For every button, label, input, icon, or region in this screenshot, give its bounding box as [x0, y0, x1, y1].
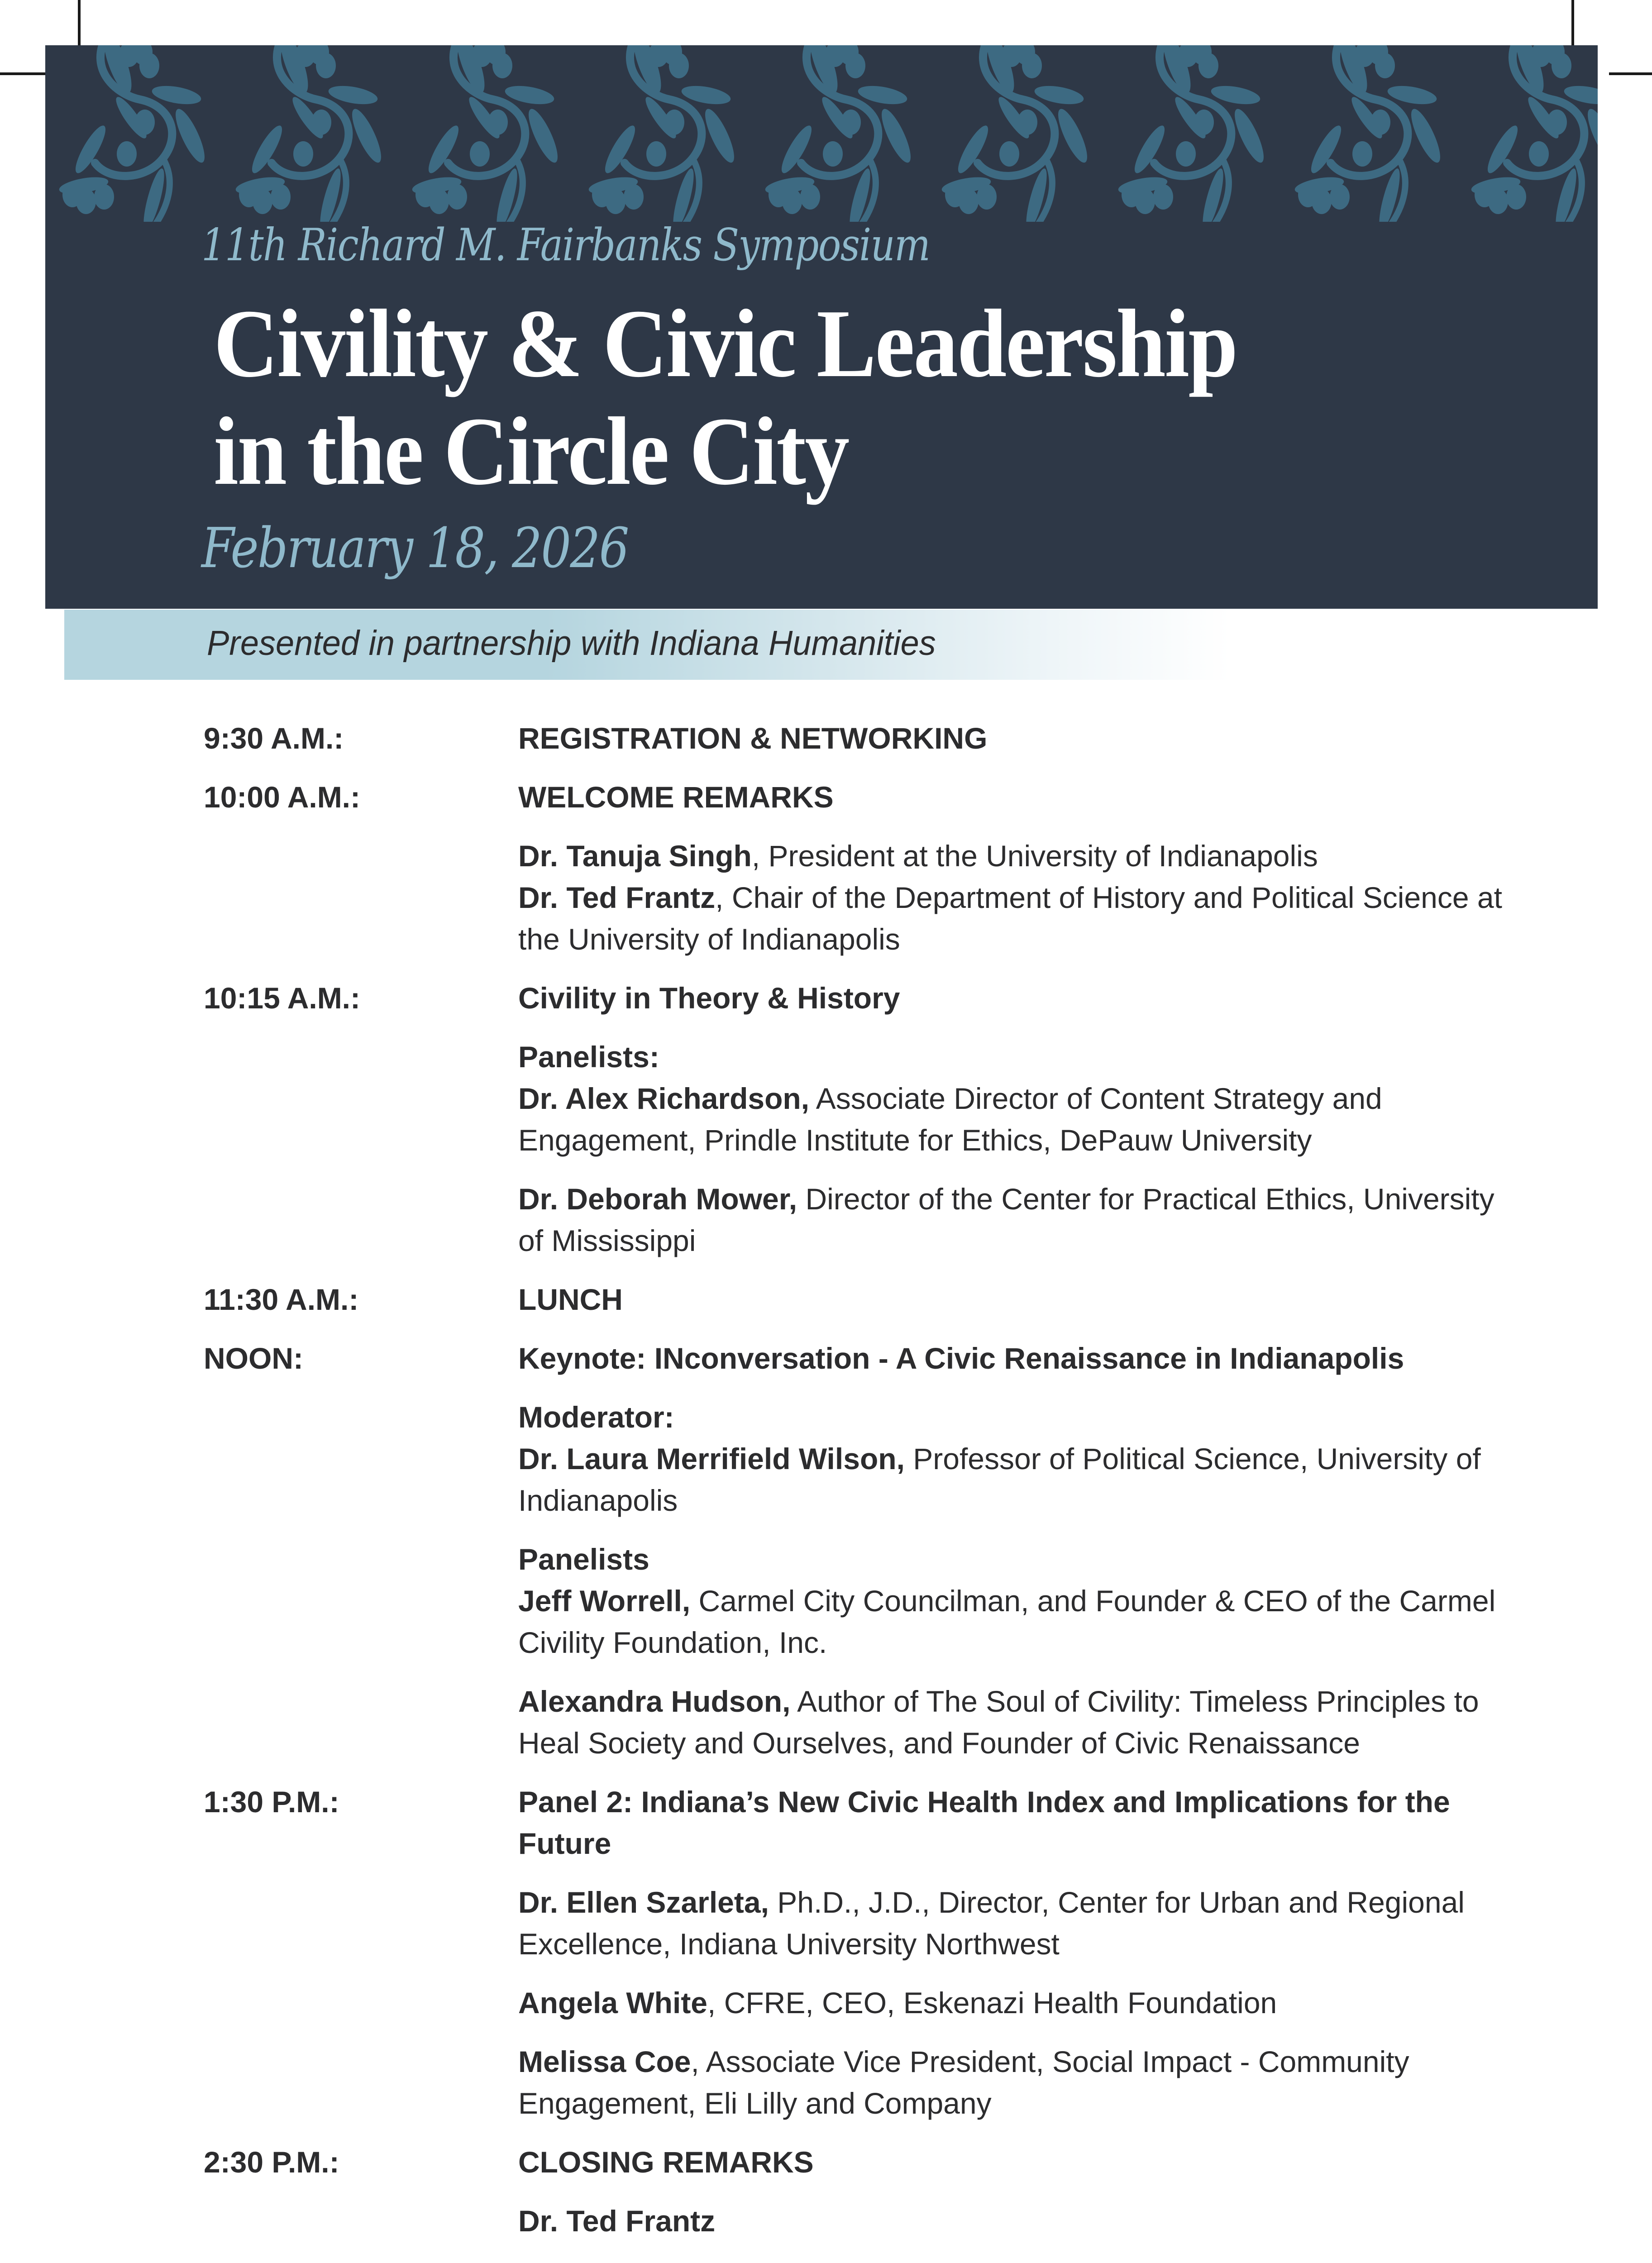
speaker-affiliation: Associate Director of Content Strategy and Engagement, Prindle Institute for Ethics, DePauw University — [518, 1082, 1382, 1157]
speaker-block — [518, 1681, 1516, 1764]
speaker-name: Dr. Laura Merrifield Wilson, — [518, 1442, 905, 1475]
speaker-block — [518, 835, 1516, 960]
speaker-entry — [518, 1078, 1516, 1161]
olive-branch-icon — [1117, 45, 1269, 222]
agenda-content — [518, 1781, 1516, 2124]
session-title: Panel 2: Indiana’s New Civic Health Index and Implications for the Future — [518, 1785, 1450, 1860]
agenda-content — [518, 1279, 1516, 1320]
speaker-affiliation: Carmel City Councilman, and Founder & CEO of the Carmel Civility Foundation, Inc. — [518, 1584, 1496, 1659]
speaker-block — [518, 1036, 1516, 1161]
agenda-content — [518, 2141, 1516, 2242]
speaker-role-label: Panelists — [518, 1542, 649, 1576]
olive-branch-icon — [58, 45, 210, 222]
crop-mark-top-right-vertical — [1571, 0, 1574, 45]
speaker-affiliation: , Chair of the Department of History and Political Science at the University of Indianapolis — [518, 881, 1502, 956]
agenda — [204, 717, 1516, 2242]
speaker-affiliation: Author of The Soul of Civility: Timeless Principles to Heal Society and Ourselves, and Founder of Civic Renaissance — [518, 1685, 1479, 1760]
session-title: WELCOME REMARKS — [518, 780, 834, 814]
speaker-entry — [518, 1681, 1516, 1764]
speaker-affiliation: , Associate Vice President, Social Impact - Community Engagement, Eli Lilly and Company — [518, 2045, 1409, 2120]
speaker-name: Dr. Ellen Szarleta, — [518, 1886, 769, 1919]
session-title: LUNCH — [518, 1283, 623, 1316]
speaker-name: Angela White — [518, 1986, 708, 2020]
speaker-name: Alexandra Hudson, — [518, 1685, 791, 1718]
speaker-affiliation: Professor of Political Science, University of Indianapolis — [518, 1442, 1481, 1517]
agenda-item — [204, 1781, 1516, 2124]
agenda-item — [204, 1279, 1516, 1320]
agenda-content — [518, 776, 1516, 960]
crop-mark-top-left-horizontal — [0, 72, 45, 75]
olive-branch-icon — [411, 45, 563, 222]
session-title: CLOSING REMARKS — [518, 2145, 814, 2179]
speaker-name: Dr. Ted Frantz — [518, 881, 716, 914]
speaker-entry — [518, 2041, 1516, 2124]
speaker-entry — [518, 1881, 1516, 1965]
agenda-time: NOON: — [204, 1342, 303, 1375]
speaker-affiliation: Director of the Center for Practical Ethics, University of Mississippi — [518, 1182, 1494, 1257]
speaker-block — [518, 2041, 1516, 2124]
agenda-item — [204, 1337, 1516, 1764]
agenda-item — [204, 977, 1516, 1261]
olive-branch-icon — [1470, 45, 1598, 222]
speaker-block — [518, 1396, 1516, 1521]
speaker-role-label: Panelists: — [518, 1040, 659, 1074]
agenda-content — [518, 977, 1516, 1261]
speaker-name: Dr. Alex Richardson, — [518, 1082, 810, 1115]
speaker-block — [518, 2200, 1516, 2242]
session-title: Keynote: INconversation - A Civic Renaissance in Indianapolis — [518, 1342, 1404, 1375]
agenda-time: 1:30 P.M.: — [204, 1785, 339, 1819]
olive-branch-icon — [234, 45, 387, 222]
session-title: REGISTRATION & NETWORKING — [518, 721, 988, 755]
crop-mark-top-right-horizontal — [1609, 72, 1652, 75]
speaker-entry — [518, 2200, 1516, 2242]
crop-mark-top-left-vertical — [78, 0, 81, 45]
symposium-header — [45, 45, 1598, 609]
speaker-entry — [518, 835, 1516, 877]
agenda-time: 11:30 A.M.: — [204, 1283, 359, 1316]
speaker-entry — [518, 877, 1516, 960]
olive-branch-icon — [1294, 45, 1446, 222]
agenda-time: 10:00 A.M.: — [204, 780, 360, 814]
symposium-kicker: 11th Richard M. Fairbanks Symposium — [201, 220, 930, 271]
agenda-content — [518, 717, 1516, 759]
agenda-item — [204, 776, 1516, 960]
event-date: February 18, 2026 — [201, 516, 628, 580]
olive-branch-icon — [941, 45, 1093, 222]
agenda-content — [518, 1337, 1516, 1764]
agenda-time: 10:15 A.M.: — [204, 981, 360, 1015]
title-line-1: Civility & Civic Leadership — [214, 289, 1237, 397]
agenda-item — [204, 2141, 1516, 2242]
speaker-name: Dr. Tanuja Singh — [518, 839, 752, 873]
olive-branch-icon — [587, 45, 740, 222]
session-title: Civility in Theory & History — [518, 981, 900, 1015]
speaker-block — [518, 1881, 1516, 1965]
speaker-name: Dr. Deborah Mower, — [518, 1182, 797, 1216]
speaker-block — [518, 1982, 1516, 2024]
olive-branch-pattern-icon — [45, 45, 1598, 222]
speaker-entry — [518, 1580, 1516, 1663]
partnership-band — [64, 610, 1332, 680]
symposium-title — [214, 290, 1237, 505]
title-line-2: in the Circle City — [214, 397, 849, 505]
speaker-name: Jeff Worrell, — [518, 1584, 691, 1618]
speaker-block — [518, 1178, 1516, 1261]
agenda-time: 2:30 P.M.: — [204, 2145, 339, 2179]
speaker-name: Dr. Ted Frantz — [518, 2204, 716, 2238]
speaker-affiliation: , CFRE, CEO, Eskenazi Health Foundation — [707, 1986, 1277, 2020]
speaker-entry — [518, 1178, 1516, 1261]
speaker-role-label: Moderator: — [518, 1400, 674, 1434]
olive-branch-icon — [764, 45, 916, 222]
speaker-affiliation: , President at the University of Indianapolis — [751, 839, 1318, 873]
speaker-affiliation: Ph.D., J.D., Director, Center for Urban and Regional Excellence, Indiana University Northwest — [518, 1886, 1465, 1961]
agenda-time: 9:30 A.M.: — [204, 721, 344, 755]
partnership-text: Presented in partnership with Indiana Humanities — [207, 624, 936, 663]
speaker-block — [518, 1538, 1516, 1663]
agenda-item — [204, 717, 1516, 759]
speaker-entry — [518, 1982, 1516, 2024]
speaker-entry — [518, 1438, 1516, 1521]
speaker-name: Melissa Coe — [518, 2045, 691, 2078]
